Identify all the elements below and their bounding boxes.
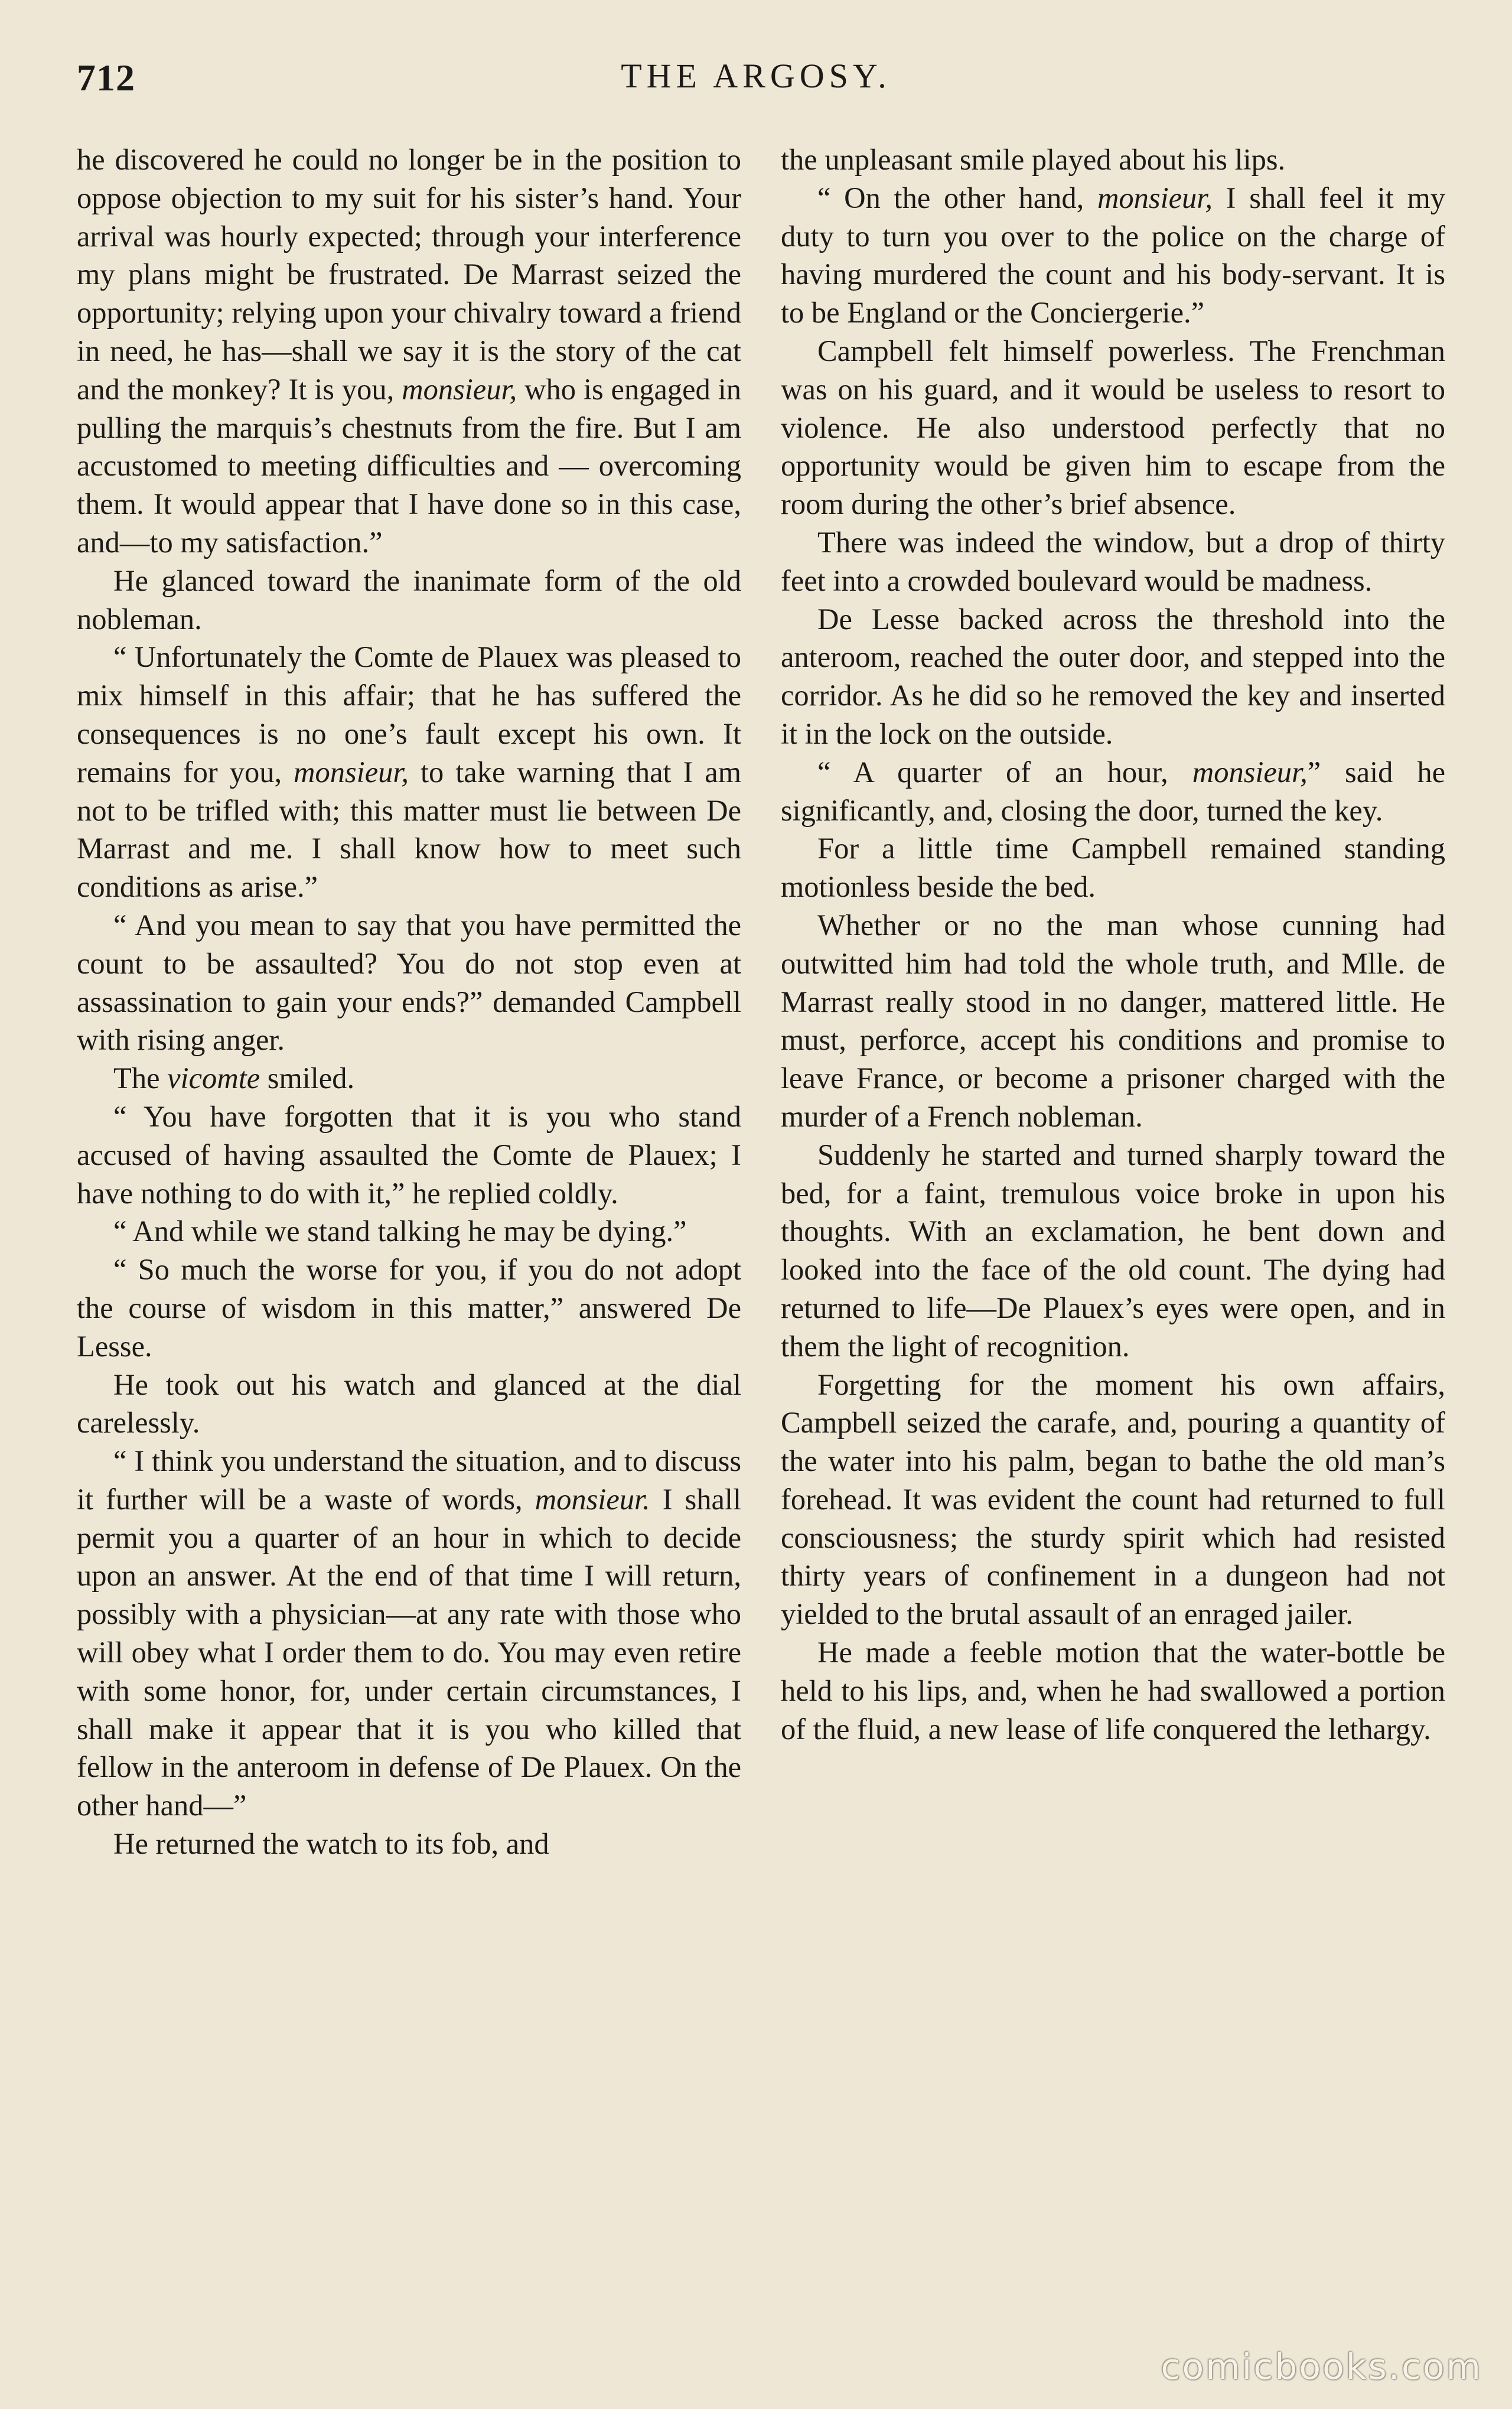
paragraph: “ I think you understand the situation, and to discuss it further will be a waste of words, monsieur. I shall permit you a quarter of an hour in which to decide upon an answer. At the end of that time I will return, possibly with a physician—at any rate with those who will obey what I order them to do. You may even retire with some honor, for, under certain circumstances, I shall make it appear that it is you who killed that fellow in the anteroom in defense of De Plauex. On the other hand—” <box>77 1444 741 1822</box>
paragraph: “ A quarter of an hour, monsieur,” said he significantly, and, closing the door, turned the key. <box>781 755 1445 827</box>
paragraph: He glanced toward the inanimate form of the old nobleman. <box>77 564 741 636</box>
paragraph: He returned the watch to its fob, and <box>113 1827 549 1861</box>
paragraph: “ And while we stand talking he may be dying.” <box>113 1215 687 1248</box>
paragraph: he discovered he could no longer be in the position to oppose objection to my suit for his sister’s hand. Your arrival was hourly expected; through your interference my plans might be frustrated. De Marrast seized the opportunity; relying upon your chivalry toward a friend in need, he has—shall we say it is the story of the cat and the monkey? It is you, monsieur, who is engaged in pulling the marquis’s chestnuts from the fire. But I am accustomed to meeting difficulties and — overcoming them. It would appear that I have done so in this case, and—to my satisfaction.” <box>77 143 741 559</box>
paragraph: Suddenly he started and turned sharply toward the bed, for a faint, tremulous voice broke in upon his thoughts. With an exclamation, he bent down and looked into the face of the old count. The dying had returned to life—De Plauex’s eyes were open, and in them the light of recognition. <box>781 1138 1445 1363</box>
paragraph: Whether or no the man whose cunning had outwitted him had told the whole truth, and Mlle. de Marrast really stood in no danger, mattered little. He must, perforce, accept his conditions and promise to leave France, or become a prisoner charged with the murder of a French nobleman. <box>781 908 1445 1133</box>
page-number: 712 <box>77 57 135 99</box>
paragraph: There was indeed the window, but a drop of thirty feet into a crowded boulevard would be madness. <box>781 525 1445 597</box>
page-header <box>77 56 1435 109</box>
paragraph: “ Unfortunately the Comte de Plauex was pleased to mix himself in this affair; that he has suffered the consequences is no one’s fault except his own. It remains for you, monsieur, to take warning that I am not to be trifled with; this matter must lie between De Marrast and me. I shall know how to meet such conditions as arise.” <box>77 640 741 904</box>
paragraph: the unpleasant smile played about his lips. <box>781 143 1286 176</box>
paragraph: He made a feeble motion that the water-bottle be held to his lips, and, when he had swallowed a portion of the fluid, a new lease of life conquered the lethargy. <box>781 1636 1445 1746</box>
paragraph: He took out his watch and glanced at the dial carelessly. <box>77 1368 741 1440</box>
paragraph: “ And you mean to say that you have permitted the count to be assaulted? You do not stop even at assassination to gain your ends?” demanded Campbell with rising anger. <box>77 908 741 1057</box>
left-column <box>77 141 741 1863</box>
paragraph: “ So much the worse for you, if you do not adopt the course of wisdom in this matter,” answered De Lesse. <box>77 1253 741 1363</box>
paragraph: “ On the other hand, monsieur, I shall feel it my duty to turn you over to the police on the charge of having murdered the count and his body-servant. It is to be England or the Conciergerie.” <box>781 181 1445 330</box>
paragraph: De Lesse backed across the threshold into the anteroom, reached the outer door, and stepped into the corridor. As he did so he removed the key and inserted it in the lock on the outside. <box>781 602 1445 750</box>
running-title: THE ARGOSY. <box>621 57 891 95</box>
right-column <box>781 141 1445 1748</box>
paragraph: Campbell felt himself powerless. The Frenchman was on his guard, and it would be useless to resort to violence. He also understood perfectly that no opportunity would be given him to escape from the room during the other’s brief absence. <box>781 334 1445 521</box>
paragraph: For a little time Campbell remained standing motionless beside the bed. <box>781 832 1445 904</box>
watermark: comicbooks.com <box>1161 2346 1482 2388</box>
paragraph: Forgetting for the moment his own affairs, Campbell seized the carafe, and, pouring a quantity of the water into his palm, began to bathe the old man’s forehead. It was evident the count had returned to full consciousness; the sturdy spirit which had resisted thirty years of confinement in a dungeon had not yielded to the brutal assault of an enraged jailer. <box>781 1368 1445 1631</box>
paragraph: The vicomte smiled. <box>113 1062 355 1095</box>
paragraph: “ You have forgotten that it is you who stand accused of having assaulted the Comte de Plauex; I have nothing to do with it,” he replied coldly. <box>77 1099 741 1210</box>
